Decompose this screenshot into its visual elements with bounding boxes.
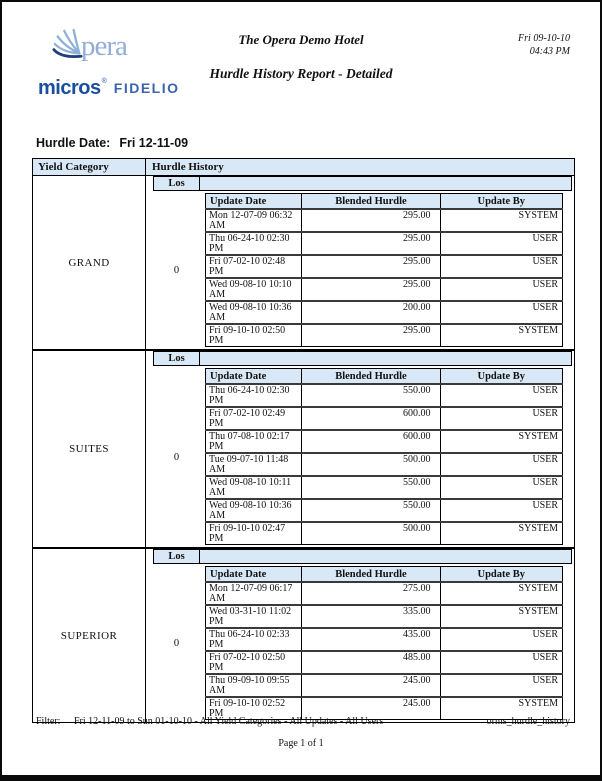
update-date-cell: Wed 09-08-10 10:11 AM <box>206 476 302 499</box>
update-date-header: Update Date <box>206 567 302 583</box>
update-by-cell: USER <box>440 278 562 301</box>
update-by-cell: USER <box>440 499 562 522</box>
los-header: Los <box>153 549 200 564</box>
category-name: SUPERIOR <box>33 549 146 722</box>
update-by-header: Update By <box>440 567 562 583</box>
table-row <box>206 232 563 255</box>
update-by-cell: SYSTEM <box>440 582 562 605</box>
print-datetime <box>518 32 570 58</box>
table-row <box>206 674 563 697</box>
update-by-cell: SYSTEM <box>440 522 562 545</box>
los-header-row <box>153 549 572 564</box>
table-row <box>206 605 563 628</box>
filter-label: Filter: <box>36 716 61 727</box>
update-date-cell: Wed 03-31-10 11:02 PM <box>206 605 302 628</box>
los-value: 0 <box>173 638 180 649</box>
print-date: Fri 09-10-10 <box>518 33 570 44</box>
update-date-cell: Fri 09-10-10 02:50 PM <box>206 324 302 347</box>
blended-hurdle-cell: 295.00 <box>302 232 440 255</box>
update-date-cell: Wed 09-08-10 10:10 AM <box>206 278 302 301</box>
table-row <box>206 209 563 232</box>
blended-hurdle-cell: 500.00 <box>302 522 440 545</box>
blended-hurdle-cell: 295.00 <box>302 278 440 301</box>
update-date-cell: Wed 09-08-10 10:36 AM <box>206 499 302 522</box>
table-row <box>206 255 563 278</box>
blended-hurdle-cell: 435.00 <box>302 628 440 651</box>
table-row <box>206 476 563 499</box>
update-date-cell: Mon 12-07-09 06:32 AM <box>206 209 302 232</box>
table-row <box>206 522 563 545</box>
opera-logo-text: pera <box>81 30 127 62</box>
update-by-cell: USER <box>440 384 562 407</box>
history-table <box>205 368 563 545</box>
history-header-row <box>206 567 563 583</box>
hotel-name: The Opera Demo Hotel <box>238 32 364 47</box>
report-id: orms_hurdle_history <box>486 716 570 727</box>
history-table <box>205 566 563 720</box>
table-row <box>206 453 563 476</box>
update-by-header: Update By <box>440 194 562 210</box>
los-value: 0 <box>173 451 180 463</box>
table-row <box>206 407 563 430</box>
blended-hurdle-cell: 550.00 <box>302 499 440 522</box>
update-date-cell: Fri 07-02-10 02:48 PM <box>206 255 302 278</box>
category-section-superior <box>33 547 574 722</box>
opera-shell-icon <box>52 28 84 60</box>
table-row <box>206 628 563 651</box>
update-by-cell: USER <box>440 651 562 674</box>
table-row <box>206 301 563 324</box>
category-section-grand <box>33 176 574 349</box>
yield-category-header: Yield Category <box>33 159 146 175</box>
category-name: GRAND <box>33 176 146 349</box>
table-row <box>206 582 563 605</box>
update-by-cell: USER <box>440 453 562 476</box>
update-date-header: Update Date <box>206 194 302 210</box>
outer-table-header <box>33 159 574 176</box>
update-date-cell: Fri 07-02-10 02:49 PM <box>206 407 302 430</box>
table-row <box>206 430 563 453</box>
update-date-header: Update Date <box>206 369 302 385</box>
hurdle-history-table <box>32 158 575 723</box>
history-table <box>205 193 563 347</box>
table-row <box>206 324 563 347</box>
micros-logo-text: micros <box>38 77 101 99</box>
hurdle-date-label: Hurdle Date: <box>36 136 111 150</box>
blended-hurdle-cell: 275.00 <box>302 582 440 605</box>
los-header-filler <box>200 351 572 366</box>
filter-value: Fri 12-11-09 to Sun 01-10-10 - All Yield Categories - All Updates - All Users <box>74 716 384 727</box>
blended-hurdle-cell: 295.00 <box>302 209 440 232</box>
update-by-cell: SYSTEM <box>440 697 562 720</box>
update-date-cell: Thu 09-09-10 09:55 AM <box>206 674 302 697</box>
update-by-cell: USER <box>440 674 562 697</box>
page-number: Page 1 of 1 <box>278 738 324 749</box>
update-by-cell: USER <box>440 232 562 255</box>
los-header-row <box>153 351 572 366</box>
footer <box>36 716 570 727</box>
history-header-row <box>206 194 563 210</box>
update-date-cell: Thu 06-24-10 02:30 PM <box>206 232 302 255</box>
blended-hurdle-cell: 500.00 <box>302 453 440 476</box>
update-by-cell: USER <box>440 476 562 499</box>
los-value: 0 <box>173 265 180 276</box>
los-header-filler <box>200 549 572 564</box>
registered-trademark-mark: ® <box>101 78 107 85</box>
update-by-cell: USER <box>440 255 562 278</box>
blended-hurdle-cell: 295.00 <box>302 324 440 347</box>
category-name: SUITES <box>33 351 146 547</box>
blended-hurdle-cell: 550.00 <box>302 384 440 407</box>
update-date-cell: Fri 09-10-10 02:47 PM <box>206 522 302 545</box>
hurdle-date-value: Fri 12-11-09 <box>119 136 189 150</box>
update-by-header: Update By <box>440 369 562 385</box>
table-row <box>206 384 563 407</box>
update-date-cell: Thu 07-08-10 02:17 PM <box>206 430 302 453</box>
update-by-cell: SYSTEM <box>440 324 562 347</box>
blended-hurdle-cell: 335.00 <box>302 605 440 628</box>
table-row <box>206 278 563 301</box>
hurdle-date-line <box>36 136 188 150</box>
update-by-cell: USER <box>440 301 562 324</box>
los-header-filler <box>200 176 572 191</box>
update-date-cell: Fri 09-10-10 02:52 PM <box>206 697 302 720</box>
table-row <box>206 651 563 674</box>
table-row <box>206 499 563 522</box>
blended-hurdle-cell: 245.00 <box>302 674 440 697</box>
fidelio-logo-text: FIDELIO <box>113 80 180 96</box>
history-header-row <box>206 369 563 385</box>
update-date-cell: Fri 07-02-10 02:50 PM <box>206 651 302 674</box>
update-date-cell: Tue 09-07-10 11:48 AM <box>206 453 302 476</box>
update-date-cell: Thu 06-24-10 02:33 PM <box>206 628 302 651</box>
blended-hurdle-cell: 600.00 <box>302 407 440 430</box>
update-by-cell: USER <box>440 628 562 651</box>
blended-hurdle-cell: 485.00 <box>302 651 440 674</box>
print-time: 04:43 PM <box>529 46 570 57</box>
category-section-suites <box>33 349 574 547</box>
blended-hurdle-header: Blended Hurdle <box>302 194 440 210</box>
blended-hurdle-cell: 550.00 <box>302 476 440 499</box>
blended-hurdle-cell: 295.00 <box>302 255 440 278</box>
los-header: Los <box>153 351 200 366</box>
update-by-cell: SYSTEM <box>440 209 562 232</box>
update-by-cell: SYSTEM <box>440 605 562 628</box>
los-header: Los <box>153 176 200 191</box>
blended-hurdle-cell: 600.00 <box>302 430 440 453</box>
blended-hurdle-header: Blended Hurdle <box>302 369 440 385</box>
update-date-cell: Thu 06-24-10 02:30 PM <box>206 384 302 407</box>
report-title: Hurdle History Report - Detailed <box>209 66 393 81</box>
hurdle-history-header: Hurdle History <box>152 161 224 173</box>
update-date-cell: Mon 12-07-09 06:17 AM <box>206 582 302 605</box>
blended-hurdle-cell: 245.00 <box>302 697 440 720</box>
update-by-cell: SYSTEM <box>440 430 562 453</box>
los-header-row <box>153 176 572 191</box>
update-by-cell: USER <box>440 407 562 430</box>
update-date-cell: Wed 09-08-10 10:36 AM <box>206 301 302 324</box>
blended-hurdle-header: Blended Hurdle <box>302 567 440 583</box>
blended-hurdle-cell: 200.00 <box>302 301 440 324</box>
